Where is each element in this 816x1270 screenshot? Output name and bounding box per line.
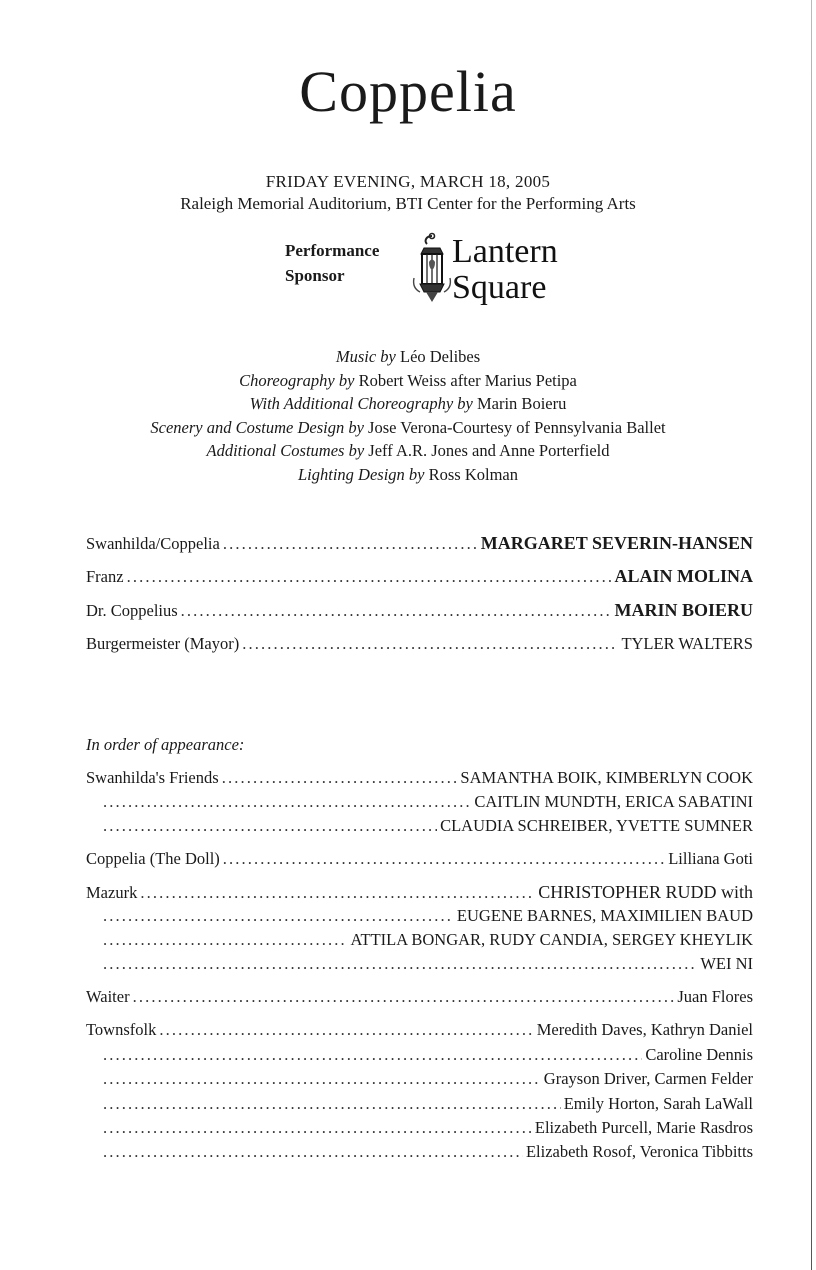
cast-role: Dr. Coppelius (86, 601, 178, 620)
cast-dancer: Grayson Driver, Carmen Felder (543, 1069, 753, 1088)
cast-dancer: Lilliana Goti (668, 849, 753, 868)
cast-role: Waiter (86, 987, 130, 1006)
credit-line: Scenery and Costume Design by Jose Verona-Courtesy of Pennsylvania Ballet (150, 417, 666, 437)
cast-dancer: Emily Horton, Sarah LaWall (563, 1094, 753, 1113)
cast-row-mazurk (86, 882, 753, 903)
sponsor-label (285, 238, 379, 288)
cast-row-franz (86, 566, 753, 587)
cast-role: Coppelia (The Doll) (86, 849, 220, 868)
cast-row-doll (86, 849, 753, 869)
cast-dancer: TYLER WALTERS (621, 634, 753, 653)
cast-dancer: CAITLIN MUNDTH, ERICA SABATINI (474, 792, 753, 811)
cast-dancer: MARIN BOIERU (614, 600, 753, 620)
sponsor-name-line2: Square (452, 269, 547, 306)
cast-dancer: MARGARET SEVERIN-HANSEN (480, 533, 753, 553)
cast-role: Burgermeister (Mayor) (86, 634, 240, 653)
credit-line: Music by Léo Delibes (335, 347, 481, 366)
cast-row-friends (86, 768, 753, 788)
cast-row-burgermeister (86, 634, 753, 654)
event-venue: Raleigh Memorial Auditorium, BTI Center for the Performing Arts (180, 194, 636, 213)
cast-row-continued (100, 954, 753, 974)
cast-dancer: Juan Flores (677, 987, 753, 1006)
cast-row-coppelius (86, 600, 753, 621)
credit-line: With Additional Choreography by Marin Boieru (249, 394, 567, 413)
cast-row-continued (100, 930, 753, 950)
cast-dancer: ATTILA BONGAR, RUDY CANDIA, SERGEY KHEYLIK (350, 930, 753, 949)
cast-row-continued (100, 1142, 753, 1162)
cast-row-continued (100, 1045, 753, 1065)
cast-row-waiter (86, 987, 753, 1007)
cast-row-continued (100, 906, 753, 926)
sponsor-label-line2: Sponsor (285, 266, 345, 285)
appearance-heading: In order of appearance: (86, 735, 245, 754)
cast-role: Franz (86, 567, 124, 586)
cast-dancer: Meredith Daves, Kathryn Daniel (536, 1020, 753, 1039)
cast-dancer: Elizabeth Rosof, Veronica Tibbitts (525, 1142, 753, 1161)
sponsor-name-line1: Lantern (452, 233, 558, 270)
cast-dancer: Caroline Dennis (645, 1045, 753, 1064)
cast-row-continued (100, 1094, 753, 1114)
cast-dancer: CHRISTOPHER RUDD with (538, 882, 753, 902)
credit-line: Lighting Design by Ross Kolman (297, 464, 518, 484)
cast-dancer: Elizabeth Purcell, Marie Rasdros (534, 1118, 753, 1137)
cast-row-continued (100, 816, 753, 836)
credit-line: Additional Costumes by Jeff A.R. Jones and Anne Porterfield (206, 441, 610, 460)
cast-dancer: EUGENE BARNES, MAXIMILIEN BAUD (456, 906, 753, 925)
cast-dancer: ALAIN MOLINA (614, 566, 753, 586)
cast-role: Mazurk (86, 883, 138, 902)
sponsor-label-line1: Performance (285, 241, 380, 260)
lantern-icon (410, 232, 454, 306)
cast-row-continued (100, 1069, 753, 1089)
sponsor-name (452, 234, 558, 306)
cast-dancer: WEI NI (700, 954, 753, 973)
cast-dancer: CLAUDIA SCHREIBER, YVETTE SUMNER (440, 816, 753, 835)
production-credits (0, 345, 816, 486)
program-title: Coppelia (299, 59, 517, 124)
cast-row-townsfolk (86, 1020, 753, 1040)
cast-role: Townsfolk (86, 1020, 157, 1039)
cast-role: Swanhilda/Coppelia (86, 534, 220, 553)
cast-row-continued (100, 1118, 753, 1138)
cast-dancer: SAMANTHA BOIK, KIMBERLYN COOK (460, 768, 753, 787)
cast-row-continued (100, 792, 753, 812)
credit-line: Choreography by Robert Weiss after Marius Petipa (239, 370, 577, 390)
cast-row-swanhilda (86, 533, 753, 554)
event-date: FRIDAY EVENING, MARCH 18, 2005 (265, 172, 551, 191)
cast-role: Swanhilda's Friends (86, 768, 219, 787)
